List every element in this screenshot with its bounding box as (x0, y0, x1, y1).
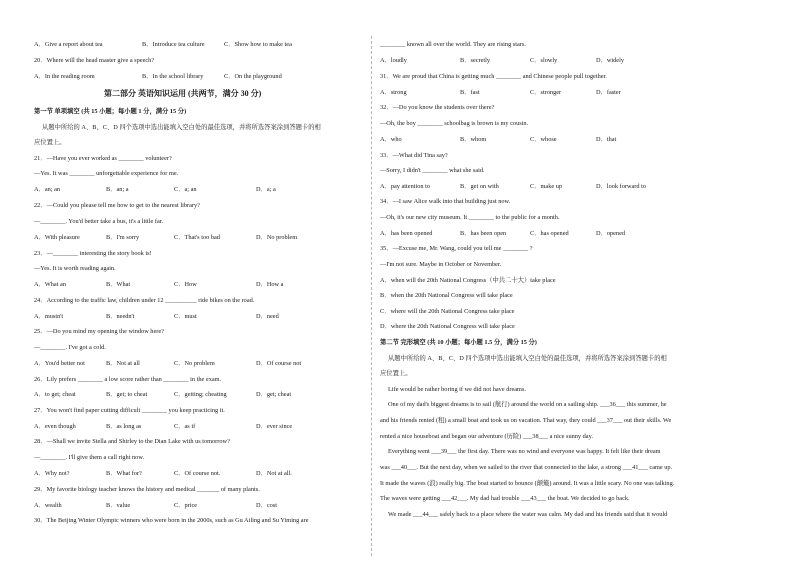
option-d: D．No problem (256, 234, 298, 241)
question-25: 25．—Do you mind my opening the window here? (34, 328, 164, 335)
section2-instruction: 从题中所给的 A、B、C、D 四个选项中选出能填入空白处的最佳选项，并将所选答案涂到答题卡的相 (388, 355, 667, 362)
option-c: C．getting; cheating (174, 391, 227, 398)
cloze-paragraph-2-line-1: One of my dad's biggest dreams is to sail (航行) around the world on a sailing ship. ___36___ this summer, he (388, 401, 667, 408)
question-30-continued: ________ known all over the world. They are rising stars. (380, 41, 526, 48)
option-b: B．fast (460, 89, 480, 96)
section2-title: 第二节 完形填空 (共 10 小题；每小题 1.5 分，满分 15 分) (380, 339, 537, 346)
question-34: 34．—I saw Alice walk into that building just now. (380, 198, 511, 205)
cloze-paragraph-2-line-2: and his friends rented (租) a small boat and took us on vacation. That way, they could ___37___ out their skills. We (380, 417, 672, 424)
option-d: D．ever since (256, 423, 293, 430)
option-c: C．price (174, 502, 198, 509)
q35-option-d: D．where the 20th National Congress will take place (380, 323, 515, 330)
option-c: C．How (174, 281, 197, 288)
question-25-response: —________. I've got a cold. (34, 344, 106, 351)
option-c: C．On the playground (224, 73, 282, 80)
q35-option-a: A．when will the 20th National Congress（中共二十大）take place (380, 277, 556, 284)
cloze-paragraph-3-line-2: was ___40___. But the next day, when we sailed to the river that connected to the lake, a strong ___41___ came up. (380, 464, 673, 471)
cloze-paragraph-1: Life would be rather boring if we did not have dreams. (388, 386, 526, 393)
question-28-response: —________. I'll give them a call right now. (34, 454, 145, 461)
question-22: 22．—Could you please tell me how to get to the nearest library? (34, 202, 200, 209)
option-d: D．need (256, 313, 279, 320)
option-d: D．a; a (256, 186, 276, 193)
option-a: A．You'd better not (34, 360, 85, 367)
option-a: A．With pleasure (34, 234, 80, 241)
question-20: 20．Where will the head master give a speech? (34, 57, 155, 64)
option-c: C．must (174, 313, 197, 320)
option-b: B．an; a (106, 186, 129, 193)
cloze-paragraph-2-line-3: rented a nice houseboat and began our adventure (历险) ___38___ a nice sunny day. (380, 433, 593, 440)
option-d: D．opened (596, 230, 626, 237)
option-a: A．who (380, 136, 402, 143)
option-c: C．No problem (174, 360, 215, 367)
section1-title: 第一节 单项填空 (共 15 小题；每小题 1 分，满分 15 分) (34, 108, 187, 115)
question-33-response: —Sorry, I didn't ________ what she said. (380, 167, 485, 174)
q35-option-c: C．where will the 20th National Congress take place (380, 308, 515, 315)
option-a: A．Give a report about tea (34, 41, 103, 48)
option-a: A．mustn't (34, 313, 64, 320)
option-d: D．widely (596, 57, 624, 64)
section2-instruction-cont: 应位置上。 (380, 370, 412, 377)
question-33: 33．—What did Tina say? (380, 152, 448, 159)
option-a: A．strong (380, 89, 407, 96)
option-c: C．stronger (530, 89, 562, 96)
option-a: A．has been opened (380, 230, 433, 237)
option-b: B．needn't (106, 313, 135, 320)
option-a: A．loudly (380, 57, 407, 64)
column-divider (371, 36, 372, 556)
question-23-response: —Yes. It is worth reading again. (34, 265, 116, 272)
option-b: B．whom (460, 136, 487, 143)
q35-option-b: B．when the 20th National Congress will take place (380, 292, 513, 299)
option-a: A．What an (34, 281, 66, 288)
option-c: C．as if (174, 423, 196, 430)
option-c: C．That's too bad (174, 234, 220, 241)
option-b: B．value (106, 502, 131, 509)
question-28: 28．—Shall we invite Stella and Shirley to the Dian Lake with us tomorrow? (34, 438, 230, 445)
option-b: B．get on with (460, 183, 499, 190)
option-b: B．secretly (460, 57, 491, 64)
section1-instruction-cont: 应位置上。 (34, 139, 66, 146)
question-22-response: —________. You'd better take a bus, it's a little far. (34, 218, 164, 225)
option-a: A．Why not? (34, 470, 70, 477)
question-34-response: —Oh, it's our new city museum. It ________ to the public for a month. (380, 214, 560, 221)
question-29: 29．My favorite biology teacher knows the history and medical _______ of many plants. (34, 486, 260, 493)
question-35: 35．—Excuse me, Mr. Wang, could you tell me ________ ? (380, 245, 533, 252)
question-30: 30．The Beijing Winter Olympic winners who were born in the 2000s, such as Gu Ailing and Su Yiming are (34, 517, 309, 524)
option-d: D．Of course not (256, 360, 302, 367)
option-a: A．wealth (34, 502, 62, 509)
question-21-response: —Yes. It was ________ unforgettable experience for me. (34, 170, 179, 177)
option-c: C．a; an (174, 186, 197, 193)
question-26: 26．Lily prefers ________ a low score rather than ________ in the exam. (34, 376, 222, 383)
question-23: 23．—________ interesting the story book is! (34, 250, 152, 257)
option-d: D．cost (256, 502, 277, 509)
option-b: B．What for? (106, 470, 142, 477)
option-d: D．Not at all. (256, 470, 292, 477)
option-c: C．make up (530, 183, 563, 190)
section1-instruction: 从题中所给的 A、B、C、D 四个选项中选出能填入空白处的最佳选项，并将所选答案涂到答题卡的相 (42, 124, 321, 131)
option-a: A．In the reading room (34, 73, 95, 80)
option-b: B．Introduce tea culture (142, 41, 205, 48)
question-24: 24．According to the traffic law, children under 12 __________ ride bikes on the road. (34, 297, 255, 304)
cloze-paragraph-3-line-4: The waves were getting ___42___. My dad had trouble ___43___ the boat. We decided to go back. (380, 495, 630, 502)
option-b: B．as long as (106, 423, 142, 430)
cloze-paragraph-3-line-1: Everything went ___39___ the first day. There was no wind and everyone was happy. It felt like their dream (388, 448, 661, 455)
option-a: A．pay attention to (380, 183, 431, 190)
cloze-paragraph-3-line-3: It made the waves (浪) really big. The boat started to bounce (颠簸) around. It was a little scary. No one was talking. (380, 480, 675, 487)
option-b: B．Not at all (106, 360, 140, 367)
question-32: 32．—Do you know the students over there? (380, 104, 495, 111)
option-c: C．whose (530, 136, 557, 143)
option-d: D．look forward to (596, 183, 647, 190)
option-c: C．Show how to make tea (224, 41, 292, 48)
question-32-response: —Oh, the boy ________ schoolbag is brown is my cousin. (380, 120, 529, 127)
question-21: 21．—Have you ever worked as ________ volunteer? (34, 155, 172, 162)
option-d: D．faster (596, 89, 621, 96)
option-b: B．What (106, 281, 131, 288)
option-d: D．get; cheat (256, 391, 292, 398)
option-a: A．to get; cheat (34, 391, 76, 398)
option-d: D．that (596, 136, 617, 143)
option-b: B．In the school library (142, 73, 204, 80)
option-d: D．How a (256, 281, 284, 288)
option-a: A．an; an (34, 186, 61, 193)
question-31: 31．We are proud that China is getting much ________ and Chinese people pull together. (380, 73, 607, 80)
option-c: C．Of course not. (174, 470, 221, 477)
question-35-response: —I'm not sure. Maybe in October or November. (380, 261, 502, 268)
option-b: B．has been open (460, 230, 507, 237)
option-c: C．has opened (530, 230, 569, 237)
option-b: B．get; to cheat (106, 391, 148, 398)
part2-title: 第二部分 英语知识运用 (共两节，满分 30 分) (104, 89, 262, 98)
option-c: C．slowly (530, 57, 558, 64)
option-b: B．I'm sorry (106, 234, 140, 241)
question-27: 27．You won't find paper cutting difficult ________ you keep practicing it. (34, 407, 225, 414)
cloze-paragraph-4: We made ___44___ safely back to a place where the water was calm. My dad and his friends said that it would (388, 511, 668, 518)
option-a: A．even though (34, 423, 76, 430)
